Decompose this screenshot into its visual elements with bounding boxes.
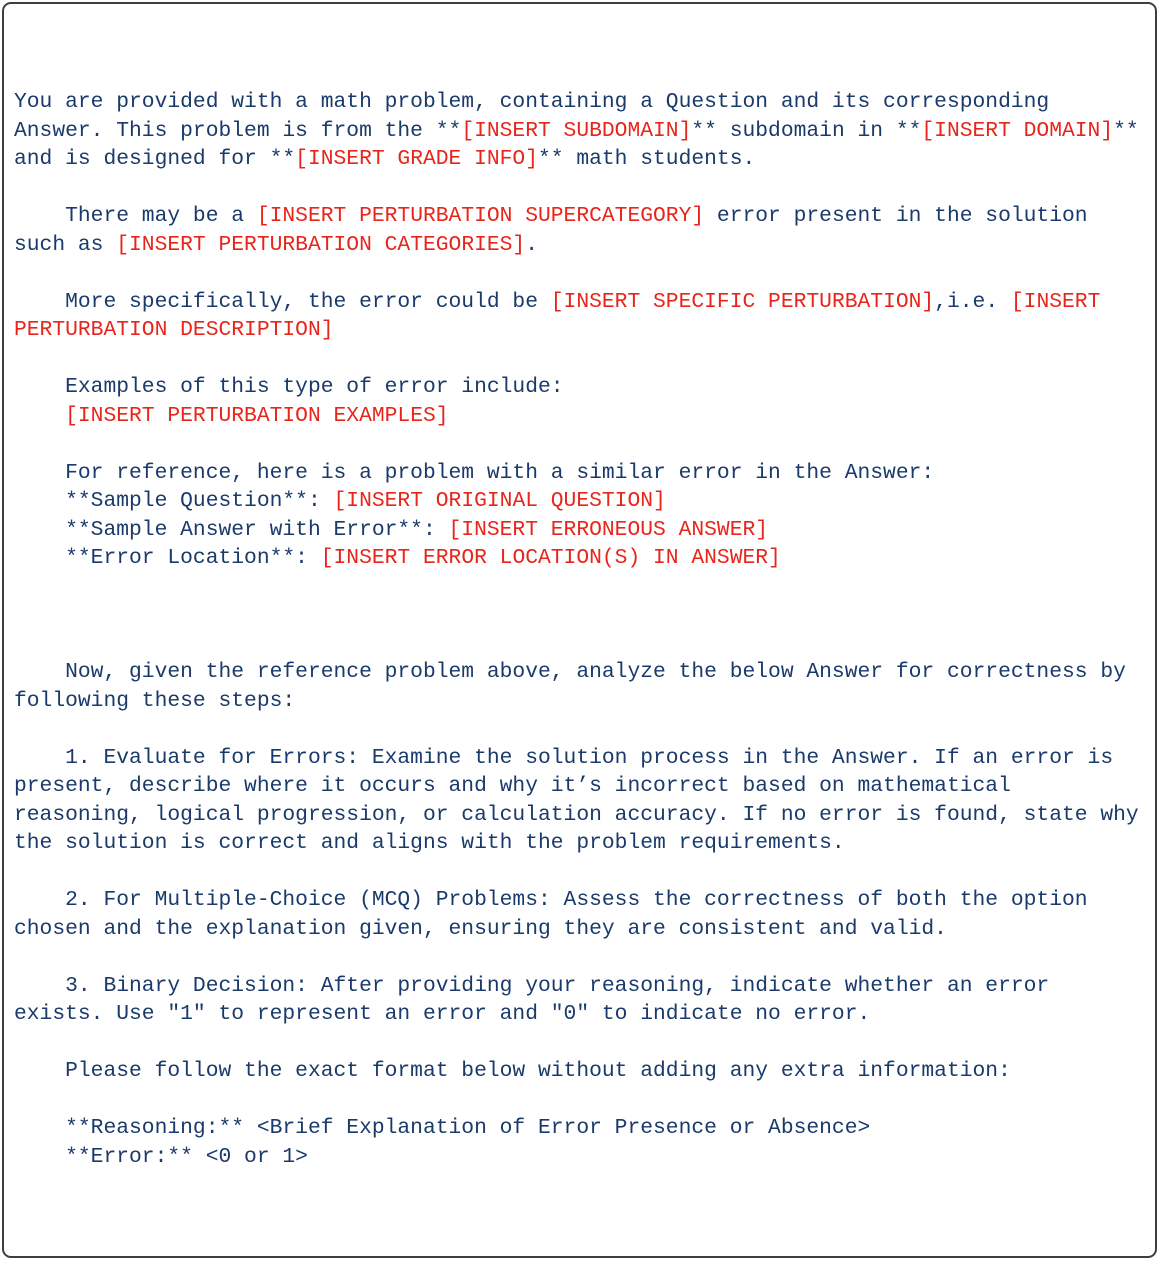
prompt-line	[14, 544, 1159, 573]
prompt-line	[14, 1029, 1159, 1058]
prompt-line	[14, 573, 1159, 602]
prompt-text-segment: You are provided with a math problem, containing a Question and its corresponding	[14, 90, 1050, 114]
prompt-line	[14, 829, 1159, 858]
prompt-text-segment: .	[525, 232, 538, 257]
prompt-line	[14, 345, 1159, 374]
placeholder-text: PERTURBATION DESCRIPTION]	[14, 318, 334, 342]
prompt-line	[14, 174, 1159, 203]
prompt-box	[2, 2, 1157, 1258]
prompt-line	[14, 145, 1159, 174]
prompt-text-segment: reasoning, logical progression, or calculation accuracy. If no error is found, state why	[14, 802, 1139, 827]
prompt-text-segment: error present in the solution	[704, 204, 1088, 228]
prompt-line	[14, 402, 1159, 431]
placeholder-text: [INSERT GRADE INFO]	[295, 147, 538, 171]
prompt-text-segment: and is designed for **	[14, 147, 296, 171]
prompt-text-segment: **Error:** <0 or 1>	[14, 1144, 308, 1169]
prompt-text-segment: **Sample Answer with Error**:	[14, 517, 449, 542]
prompt-line	[14, 231, 1159, 260]
prompt-text-segment: There may be a	[14, 204, 257, 228]
prompt-line	[14, 858, 1159, 887]
prompt-text-segment: ** subdomain in **	[691, 118, 922, 143]
prompt-text-segment: 1. Evaluate for Errors: Examine the solution process in the Answer. If an error is	[14, 745, 1114, 770]
prompt-line	[14, 915, 1159, 944]
prompt-line	[14, 715, 1159, 744]
prompt-line	[14, 630, 1159, 659]
prompt-line	[14, 1114, 1159, 1143]
prompt-text-segment: the solution is correct and aligns with the problem requirements.	[14, 831, 845, 855]
prompt-line	[14, 259, 1159, 288]
placeholder-text: [INSERT SPECIFIC PERTURBATION]	[550, 289, 935, 314]
prompt-text-segment: Examples of this type of error include:	[14, 375, 564, 399]
prompt-text-segment	[14, 404, 65, 428]
prompt-line	[14, 373, 1159, 402]
prompt-line	[14, 1086, 1159, 1115]
placeholder-text: [INSERT	[1010, 289, 1101, 314]
prompt-line	[14, 658, 1159, 687]
prompt-text-segment: ** math students.	[538, 147, 756, 171]
prompt-line	[14, 972, 1159, 1001]
prompt-text	[14, 88, 1159, 1171]
prompt-text-segment: exists. Use "1" to represent an error and "0" to indicate no error.	[14, 1002, 871, 1026]
placeholder-text: [INSERT PERTURBATION EXAMPLES]	[65, 403, 449, 428]
prompt-line	[14, 202, 1159, 231]
prompt-text-segment: present, describe where it occurs and why it’s incorrect based on mathematical	[14, 774, 1011, 798]
prompt-text-segment: Answer. This problem is from the **	[14, 118, 462, 143]
prompt-text-segment: such as	[14, 232, 117, 257]
prompt-text-segment: **	[1113, 118, 1139, 143]
prompt-line	[14, 1000, 1159, 1029]
placeholder-text: [INSERT SUBDOMAIN]	[461, 118, 692, 143]
prompt-text-segment: 3. Binary Decision: After providing your reasoning, indicate whether an error	[14, 973, 1050, 998]
prompt-text-segment: **Error Location**:	[14, 546, 321, 570]
prompt-text-segment: Now, given the reference problem above, analyze the below Answer for correctness by	[14, 660, 1126, 684]
prompt-line	[14, 1057, 1159, 1086]
prompt-line	[14, 687, 1159, 716]
prompt-text-segment: following these steps:	[14, 688, 296, 713]
prompt-text-segment: More specifically, the error could be	[14, 289, 551, 314]
prompt-text-segment: **Reasoning:** <Brief Explanation of Error Presence or Absence>	[14, 1116, 871, 1140]
prompt-line	[14, 943, 1159, 972]
prompt-line	[14, 801, 1159, 830]
placeholder-text: [INSERT ERRONEOUS ANSWER]	[448, 517, 769, 542]
placeholder-text: [INSERT DOMAIN]	[921, 118, 1114, 143]
placeholder-text: [INSERT PERTURBATION SUPERCATEGORY]	[256, 204, 705, 228]
prompt-line	[14, 88, 1159, 117]
prompt-text-segment: **Sample Question**:	[14, 489, 334, 513]
prompt-line	[14, 516, 1159, 545]
prompt-line	[14, 886, 1159, 915]
prompt-text-segment: Please follow the exact format below without adding any extra information:	[14, 1059, 1011, 1083]
prompt-line	[14, 487, 1159, 516]
placeholder-text: [INSERT PERTURBATION CATEGORIES]	[116, 232, 526, 257]
prompt-line	[14, 744, 1159, 773]
prompt-text-segment: ,i.e.	[934, 289, 1011, 314]
prompt-line	[14, 430, 1159, 459]
prompt-line	[14, 316, 1159, 345]
prompt-text-segment: chosen and the explanation given, ensuring they are consistent and valid.	[14, 916, 947, 941]
placeholder-text: [INSERT ORIGINAL QUESTION]	[333, 489, 666, 513]
prompt-line	[14, 117, 1159, 146]
prompt-line	[14, 288, 1159, 317]
placeholder-text: [INSERT ERROR LOCATION(S) IN ANSWER]	[320, 546, 781, 570]
prompt-line	[14, 772, 1159, 801]
prompt-text-segment: For reference, here is a problem with a similar error in the Answer:	[14, 460, 935, 485]
prompt-line	[14, 601, 1159, 630]
prompt-text-segment: 2. For Multiple-Choice (MCQ) Problems: Assess the correctness of both the option	[14, 888, 1088, 912]
prompt-line	[14, 459, 1159, 488]
prompt-line	[14, 1143, 1159, 1172]
